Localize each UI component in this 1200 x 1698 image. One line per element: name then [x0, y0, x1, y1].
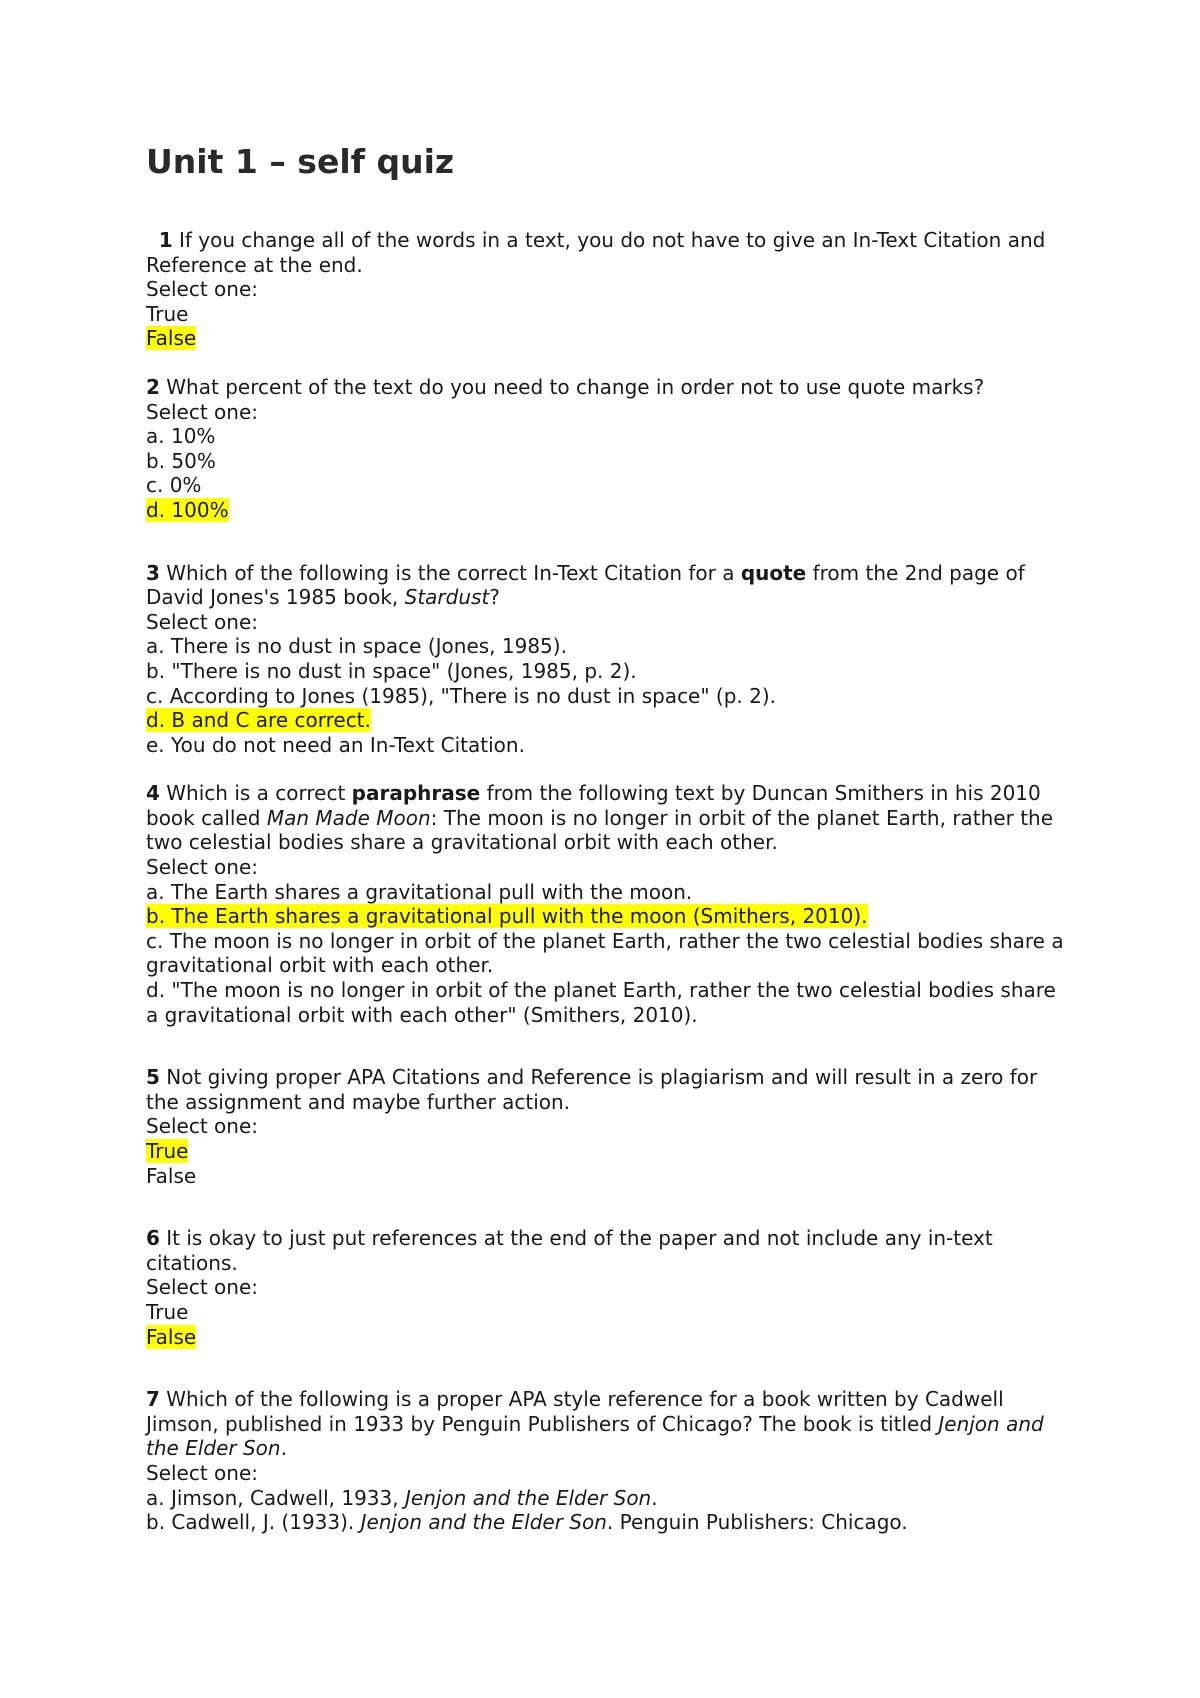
question-text: ?: [489, 585, 500, 610]
question-5: [146, 1065, 1066, 1188]
question-3-prompt: [146, 561, 1066, 610]
select-one-label: Select one:: [146, 1114, 259, 1139]
question-4: [146, 781, 1066, 1027]
option-b: b. "There is no dust in space" (Jones, 1985, p. 2).: [146, 658, 637, 683]
option: [146, 904, 1066, 929]
option-text: .: [651, 1485, 658, 1510]
option-c: c. 0%: [146, 473, 202, 498]
keyword-paraphrase: paraphrase: [351, 781, 481, 806]
question-2: [146, 375, 1066, 523]
question-text: from the 2nd page of David Jones's 1985 book,: [146, 560, 1025, 610]
option-b: b. 50%: [146, 448, 216, 473]
option: [146, 498, 1066, 523]
book-title: Man Made Moon: [266, 805, 431, 830]
option-true-highlighted: True: [146, 1139, 189, 1163]
question-text: Which is a correct: [166, 781, 346, 806]
question-1-prompt: [146, 228, 1066, 277]
question-7: [146, 1387, 1066, 1535]
option-text: . Penguin Publishers: Chicago.: [606, 1510, 908, 1535]
question-text: : The moon is no longer in orbit of the planet Earth, rather the two celestial bodies share a gravitational orbit with each other.: [146, 805, 1054, 855]
option-true: True: [146, 1299, 189, 1324]
option-false: False: [146, 1163, 197, 1188]
question-text: Which of the following is the correct In-Text Citation for a: [166, 560, 735, 585]
option-d: d. "The moon is no longer in orbit of the planet Earth, rather the two celestial bodies share a gravitational orbit with each other" (Smithers, 2010).: [146, 978, 1056, 1027]
option-c: c. The moon is no longer in orbit of the planet Earth, rather the two celestial bodies share a gravitational orbit with each other.: [146, 928, 1064, 978]
option: [146, 302, 1066, 327]
question-text: Which of the following is a proper APA style reference for a book written by Cadwell Jimson, published in 1933 by Penguin Publishers of Chicago? The book is titled: [146, 1387, 1004, 1436]
select-one-label: Select one:: [146, 855, 259, 880]
option-text: a. Jimson, Cadwell, 1933,: [146, 1485, 399, 1510]
select-one-label: Select one:: [146, 399, 259, 424]
option-true: True: [146, 301, 189, 326]
option-e: e. You do not need an In-Text Citation.: [146, 732, 525, 757]
question-text: from the following text by Duncan Smithers in his 2010 book called: [146, 781, 1041, 830]
option-b-highlighted: b. The Earth shares a gravitational pull with the moon (Smithers, 2010).: [146, 904, 868, 929]
question-6-prompt: [146, 1226, 1066, 1275]
question-number: 3: [146, 560, 160, 585]
question-text: It is okay to just put references at the end of the paper and not include any in-text citations.: [146, 1226, 993, 1275]
question-1: [146, 228, 1066, 351]
question-3: [146, 561, 1066, 758]
question-number: 7: [146, 1387, 160, 1412]
book-title: Jenjon and the Elder Son: [360, 1510, 607, 1535]
option: [146, 326, 1066, 351]
question-text: What percent of the text do you need to change in order not to use quote marks?: [166, 374, 985, 399]
book-title: Stardust: [404, 585, 490, 610]
question-text: If you change all of the words in a text, you do not have to give an In-Text Citation and Reference at the end.: [146, 228, 1046, 277]
option-a: a. There is no dust in space (Jones, 1985).: [146, 634, 567, 659]
option: [146, 1139, 1066, 1164]
keyword-quote: quote: [740, 560, 807, 585]
select-one-label: Select one:: [146, 277, 259, 302]
question-7-prompt: [146, 1387, 1066, 1461]
option-a: a. 10%: [146, 424, 216, 449]
option-b: [146, 1510, 1066, 1535]
option: [146, 708, 1066, 733]
question-number: 2: [146, 374, 160, 399]
option-a: [146, 1486, 1066, 1511]
question-5-prompt: [146, 1065, 1066, 1114]
option: [146, 1325, 1066, 1350]
option-false-highlighted: False: [146, 1324, 197, 1349]
select-one-label: Select one:: [146, 609, 259, 634]
option-false-highlighted: False: [146, 326, 197, 351]
question-text: Not giving proper APA Citations and Reference is plagiarism and will result in a zero for the assignment and maybe further action.: [146, 1065, 1038, 1114]
question-number: 6: [146, 1226, 160, 1251]
option-d-highlighted: d. B and C are correct.: [146, 708, 371, 733]
book-title: Jenjon and the Elder Son: [404, 1485, 652, 1510]
page-title: Unit 1 – self quiz: [146, 142, 455, 181]
select-one-label: Select one:: [146, 1275, 259, 1300]
document-page: [146, 140, 1066, 1535]
question-text: .: [280, 1436, 287, 1461]
question-number: 4: [146, 781, 160, 806]
question-4-prompt: [146, 781, 1066, 855]
option-d-highlighted: d. 100%: [146, 497, 229, 522]
option-text: b. Cadwell, J. (1933).: [146, 1510, 355, 1535]
book-title: Jenjon and the Elder Son: [146, 1411, 1044, 1461]
question-6: [146, 1226, 1066, 1349]
question-number: 1: [158, 228, 173, 252]
option-a: a. The Earth shares a gravitational pull with the moon.: [146, 879, 693, 904]
question-2-prompt: [146, 375, 1066, 400]
question-number: 5: [146, 1065, 160, 1090]
select-one-label: Select one:: [146, 1460, 259, 1485]
option-c: c. According to Jones (1985), "There is no dust in space" (p. 2).: [146, 683, 777, 708]
